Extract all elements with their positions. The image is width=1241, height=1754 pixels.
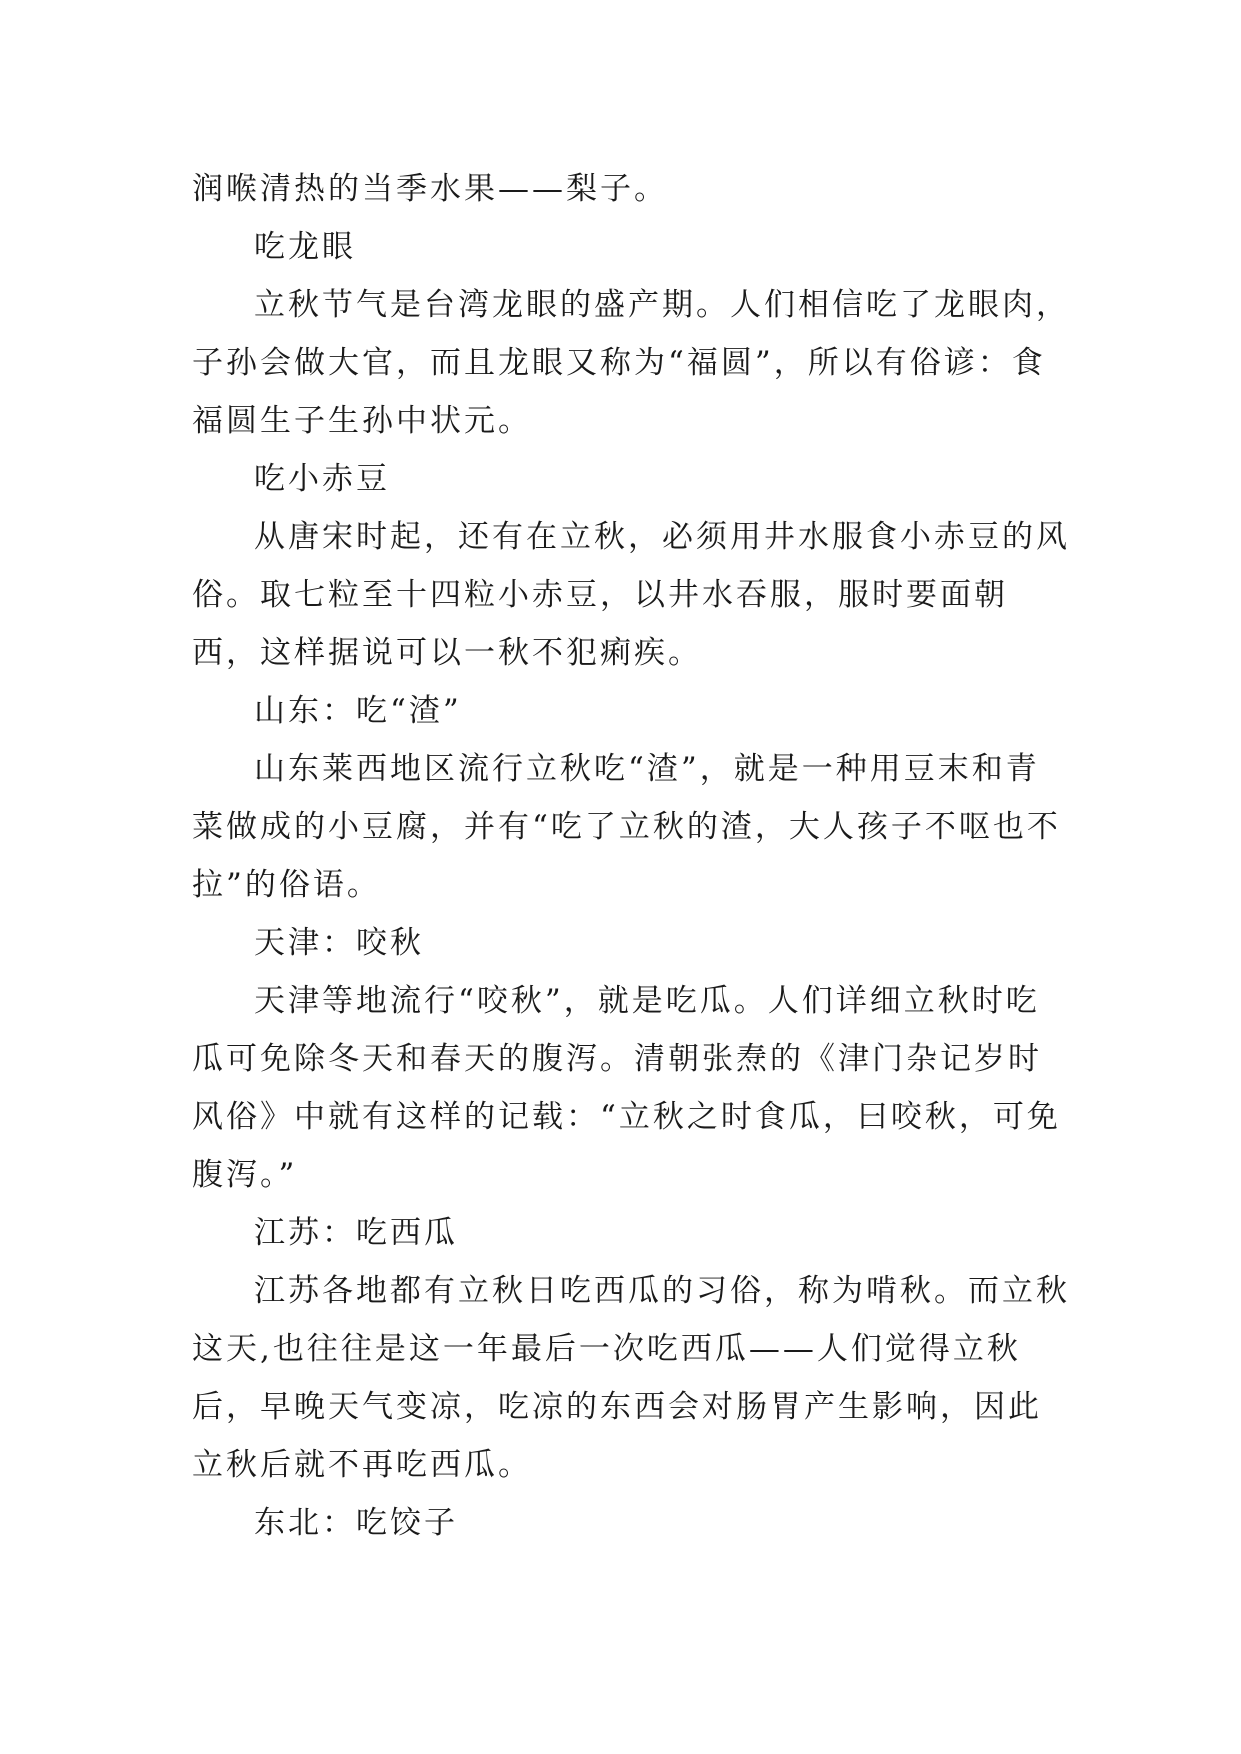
heading-jiangsu: 江苏：吃西瓜 xyxy=(254,1215,458,1251)
heading-tianjin: 天津：咬秋 xyxy=(254,925,424,961)
paragraph: 江苏各地都有立秋日吃西瓜的习俗，称为啃秋。而立秋这天,也往往是这一年最后一次吃西瓜——人们觉得立秋后，早晚天气变凉，吃凉的东西会对肠胃产生影响，因此立秋后就不再吃西瓜。 xyxy=(192,1273,1070,1483)
heading-red-bean: 吃小赤豆 xyxy=(254,461,390,497)
paragraph: 从唐宋时起，还有在立秋，必须用井水服食小赤豆的风俗。取七粒至十四粒小赤豆，以井水吞服，服时要面朝西，这样据说可以一秋不犯痢疾。 xyxy=(192,519,1070,671)
heading-northeast: 东北：吃饺子 xyxy=(254,1505,458,1541)
heading-longan: 吃龙眼 xyxy=(254,229,356,265)
paragraph: 天津等地流行“咬秋”，就是吃瓜。人们详细立秋时吃瓜可免除冬天和春天的腹泻。清朝张焘的《津门杂记岁时风俗》中就有这样的记载：“立秋之时食瓜，曰咬秋，可免腹泻。” xyxy=(192,983,1061,1193)
body-text xyxy=(192,160,1072,1552)
paragraph: 润喉清热的当季水果——梨子。 xyxy=(192,171,668,207)
paragraph: 山东莱西地区流行立秋吃“渣”，就是一种用豆末和青菜做成的小豆腐，并有“吃了立秋的渣，大人孩子不呕也不拉”的俗语。 xyxy=(192,751,1061,903)
paragraph: 立秋节气是台湾龙眼的盛产期。人们相信吃了龙眼肉，子孙会做大官，而且龙眼又称为“福圆”，所以有俗谚：食福圆生子生孙中状元。 xyxy=(192,287,1070,439)
heading-shandong: 山东：吃“渣” xyxy=(254,693,462,729)
